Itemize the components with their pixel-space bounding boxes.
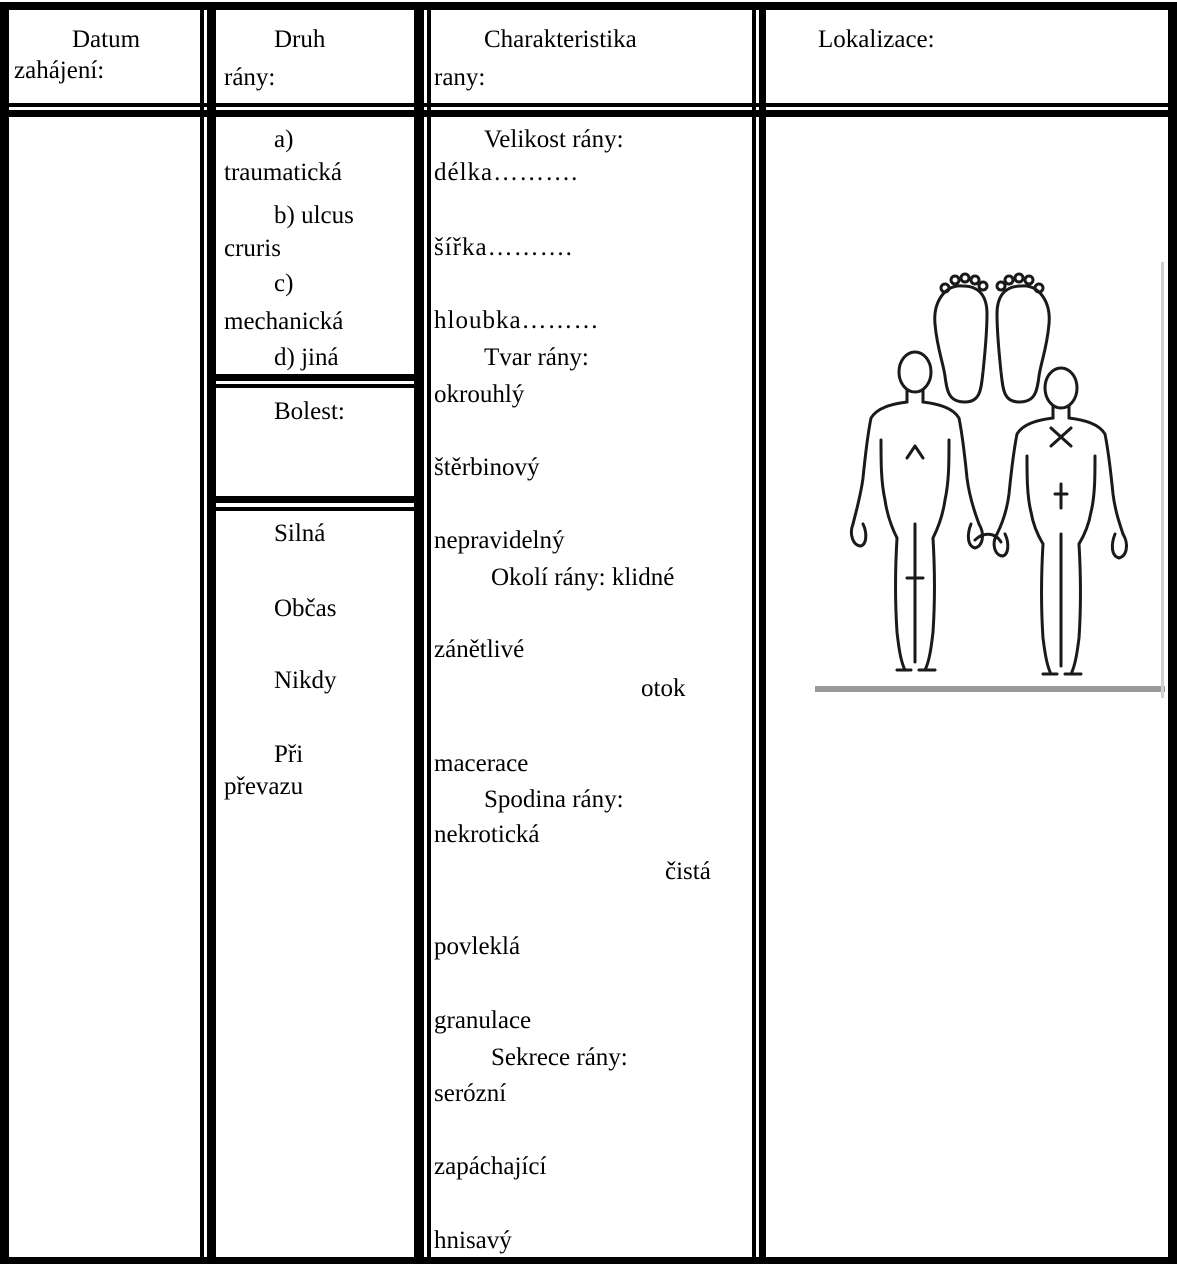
- col-divider-2b: [427, 2, 431, 1264]
- type-option-a-text: traumatická: [224, 159, 342, 186]
- type-option-b-text: cruris: [224, 235, 281, 262]
- pain-option-strong: Silná: [274, 520, 326, 547]
- body-outline-figure-icon: [815, 262, 1165, 698]
- secretion-purulent: hnisavý: [434, 1227, 512, 1254]
- header-type-line2: rány:: [224, 64, 276, 91]
- pain-option-never: Nikdy: [274, 667, 337, 694]
- col-divider-1b: [207, 2, 216, 1264]
- header-date-line2: zahájení:: [14, 57, 105, 84]
- size-label: Velikost rány:: [484, 126, 624, 153]
- pain-option-sometimes: Občas: [274, 595, 337, 622]
- type-option-c-marker: c): [274, 270, 294, 297]
- col-divider-3b: [759, 2, 766, 1264]
- surround-label: Okolí rány: klidné: [491, 564, 675, 591]
- header-characteristic-line2: rany:: [434, 64, 486, 91]
- base-clean: čistá: [665, 858, 711, 885]
- pain-label: Bolest:: [274, 398, 345, 425]
- figure-baseline: [815, 686, 1165, 692]
- shape-slit: štěrbinový: [434, 454, 540, 481]
- col-divider-3a: [752, 2, 756, 1264]
- pain-box-bottom-a: [210, 496, 416, 503]
- base-coated: povleklá: [434, 933, 521, 960]
- base-necrotic: nekrotická: [434, 821, 540, 848]
- surround-inflamed: zánětlivé: [434, 636, 525, 663]
- base-granulation: granulace: [434, 1007, 532, 1034]
- base-label: Spodina rány:: [484, 786, 624, 813]
- surround-maceration: macerace: [434, 750, 529, 777]
- col-divider-2a: [414, 2, 424, 1264]
- size-depth: hloubka………: [434, 307, 600, 334]
- type-option-b-marker: b) ulcus: [274, 202, 354, 229]
- top-border: [0, 2, 1177, 10]
- secretion-serous: serózní: [434, 1080, 507, 1107]
- bottom-border: [0, 1257, 1177, 1264]
- type-box-bottom-a: [210, 374, 416, 381]
- pain-option-dressing-1: Při: [274, 741, 304, 768]
- col-divider-1a: [200, 2, 204, 1264]
- type-option-d: d) jiná: [274, 344, 339, 371]
- size-width: šířka……….: [434, 234, 573, 261]
- shape-irregular: nepravidelný: [434, 527, 565, 554]
- pain-box-bottom-b: [210, 507, 416, 511]
- header-date-line1: Datum: [72, 26, 141, 53]
- header-separator-bottom: [2, 110, 1175, 117]
- shape-round: okrouhlý: [434, 381, 525, 408]
- header-characteristic-line1: Charakteristika: [484, 26, 637, 53]
- type-option-c-text: mechanická: [224, 308, 344, 335]
- header-type-line1: Druh: [274, 26, 326, 53]
- header-location: Lokalizace:: [818, 26, 935, 53]
- secretion-label: Sekrece rány:: [491, 1044, 628, 1071]
- type-option-a-marker: a): [274, 126, 294, 153]
- pain-option-dressing-2: převazu: [224, 773, 304, 800]
- secretion-odorous: zapáchající: [434, 1153, 547, 1180]
- right-border: [1168, 2, 1175, 1264]
- size-length: délka……….: [434, 159, 579, 186]
- left-border: [2, 2, 9, 1264]
- header-separator-top: [2, 103, 1175, 107]
- surround-edema: otok: [641, 675, 686, 702]
- type-box-bottom-b: [210, 384, 416, 388]
- shape-label: Tvar rány:: [484, 344, 589, 371]
